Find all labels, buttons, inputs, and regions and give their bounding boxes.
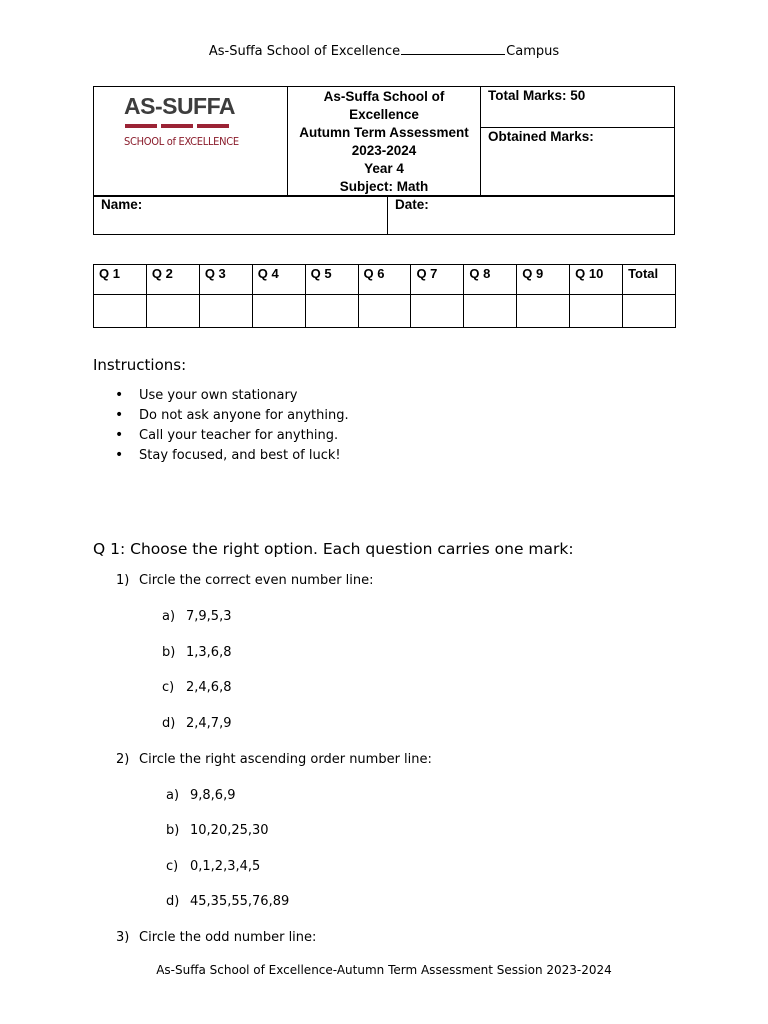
logo <box>94 87 288 197</box>
score-header-cell: Q 4 <box>252 265 305 295</box>
question-text: Circle the right ascending order number line: <box>139 752 432 767</box>
score-header-cell: Q 7 <box>411 265 464 295</box>
question-number: 3) <box>116 930 130 945</box>
answer-option[interactable] <box>166 823 269 838</box>
question-item <box>116 573 374 588</box>
title-block <box>288 87 481 197</box>
title-line-5: Year 4 <box>364 161 404 176</box>
score-header-cell: Q 5 <box>305 265 358 295</box>
question-item <box>116 930 316 945</box>
score-header-cell: Q 6 <box>358 265 411 295</box>
campus-blank[interactable] <box>401 42 505 55</box>
option-text: 9,8,6,9 <box>190 788 236 803</box>
instruction-item: • Stay focused, and best of luck! <box>93 448 349 468</box>
q1-heading: Q 1: Choose the right option. Each question carries one mark: <box>93 540 574 558</box>
option-text: 2,4,6,8 <box>186 680 232 695</box>
answer-option[interactable] <box>166 859 260 874</box>
option-label: a) <box>166 788 180 803</box>
option-label: c) <box>166 859 179 874</box>
title-line-2: Excellence <box>349 107 419 122</box>
score-header-cell: Q 2 <box>146 265 199 295</box>
score-table-row <box>94 295 676 328</box>
name-field[interactable]: Name: <box>94 196 388 235</box>
option-label: b) <box>166 823 180 838</box>
score-cell[interactable] <box>94 295 147 328</box>
date-field[interactable]: Date: <box>388 196 675 235</box>
title-line-3: Autumn Term Assessment <box>299 125 469 140</box>
answer-option[interactable] <box>162 645 231 660</box>
score-cell[interactable] <box>146 295 199 328</box>
question-text: Circle the correct even number line: <box>139 573 374 588</box>
score-header-cell: Q 9 <box>517 265 570 295</box>
option-text: 45,35,55,76,89 <box>190 894 290 909</box>
score-cell[interactable] <box>623 295 676 328</box>
page-footer: As-Suffa School of Excellence-Autumn Term Assessment Session 2023-2024 <box>156 963 612 977</box>
score-cell[interactable] <box>411 295 464 328</box>
score-table <box>93 264 676 328</box>
name-date-table <box>93 195 675 235</box>
option-label: b) <box>162 645 176 660</box>
option-text: 0,1,2,3,4,5 <box>190 859 261 874</box>
score-header-cell: Q 10 <box>570 265 623 295</box>
option-text: 7,9,5,3 <box>186 609 232 624</box>
score-header-cell: Total <box>623 265 676 295</box>
title-line-6: Subject: Math <box>339 179 429 194</box>
instruction-item: • Do not ask anyone for anything. <box>93 408 349 428</box>
score-header-cell: Q 1 <box>94 265 147 295</box>
instructions-title: Instructions: <box>93 356 187 374</box>
answer-option[interactable] <box>166 788 235 803</box>
option-label: d) <box>166 894 180 909</box>
campus-line <box>0 42 768 59</box>
logo-bar <box>125 124 229 128</box>
score-cell[interactable] <box>517 295 570 328</box>
total-marks: Total Marks: 50 <box>481 87 675 128</box>
answer-option[interactable] <box>162 716 231 731</box>
option-text: 1,3,6,8 <box>186 645 232 660</box>
score-cell[interactable] <box>464 295 517 328</box>
instructions-list <box>93 388 349 468</box>
logo-sub: SCHOOL of EXCELLENCE <box>124 135 239 148</box>
logo-main: AS-SUFFA <box>124 93 235 119</box>
score-header-cell: Q 3 <box>199 265 252 295</box>
option-label: c) <box>162 680 175 695</box>
score-cell[interactable] <box>199 295 252 328</box>
answer-option[interactable] <box>162 680 231 695</box>
question-item <box>116 752 432 767</box>
header-table <box>93 86 675 197</box>
campus-label: Campus <box>506 44 560 59</box>
score-table-header <box>94 265 676 295</box>
title-line-4: 2023-2024 <box>351 143 417 158</box>
option-label: a) <box>162 609 176 624</box>
question-text: Circle the odd number line: <box>139 930 317 945</box>
title-line-1: As-Suffa School of <box>323 89 445 104</box>
score-cell[interactable] <box>358 295 411 328</box>
score-cell[interactable] <box>570 295 623 328</box>
answer-option[interactable] <box>162 609 231 624</box>
school-name: As-Suffa School of Excellence <box>208 44 401 59</box>
instruction-item: • Use your own stationary <box>93 388 349 408</box>
score-header-cell: Q 8 <box>464 265 517 295</box>
answer-option[interactable] <box>166 894 289 909</box>
score-cell[interactable] <box>305 295 358 328</box>
score-cell[interactable] <box>252 295 305 328</box>
obtained-marks[interactable]: Obtained Marks: <box>481 128 675 197</box>
question-number: 1) <box>116 573 130 588</box>
option-text: 10,20,25,30 <box>190 823 269 838</box>
question-number: 2) <box>116 752 130 767</box>
option-label: d) <box>162 716 176 731</box>
instruction-item: • Call your teacher for anything. <box>93 428 349 448</box>
option-text: 2,4,7,9 <box>186 716 232 731</box>
